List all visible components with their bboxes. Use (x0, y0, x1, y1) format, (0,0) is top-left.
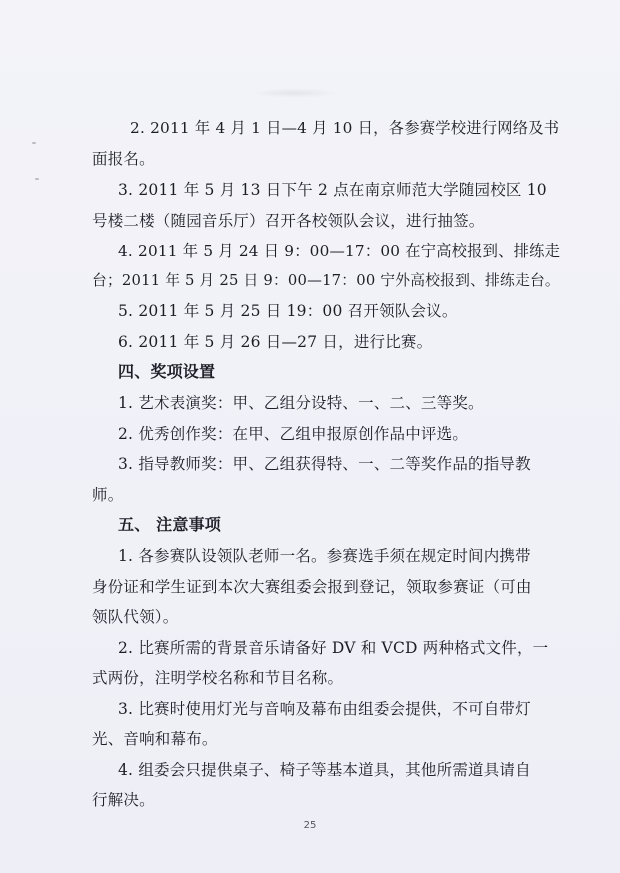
section-heading-awards: 四、奖项设置 (118, 362, 216, 381)
text-line-timeline-4-cont: 台；2011 年 5 月 25 日 9：00—17：00 宁外高校报到、排练走台。 (92, 272, 560, 289)
text-line-note-2-cont: 式两份，注明学校名称和节目名称。 (92, 669, 344, 687)
text-line-note-4-cont: 行解决。 (92, 791, 155, 809)
text-line-timeline-2: 2. 2011 年 4 月 1 日—4 月 10 日，各参赛学校进行网络及书 (130, 119, 560, 137)
text-line-note-3: 3. 比赛时使用灯光与音响及幕布由组委会提供，不可自带灯 (118, 700, 531, 718)
scan-speck (35, 178, 39, 180)
section-heading-notes: 五、 注意事项 (118, 515, 221, 534)
text-line-note-4: 4. 组委会只提供桌子、椅子等基本道具，其他所需道具请自 (118, 761, 531, 779)
text-line-timeline-5: 5. 2011 年 5 月 25 日 19：00 召开领队会议。 (118, 302, 458, 320)
text-line-note-3-cont: 光、音响和幕布。 (92, 730, 218, 748)
scan-speck (32, 142, 36, 144)
text-line-timeline-3: 3. 2011 年 5 月 13 日下午 2 点在南京师范大学随园校区 10 (118, 181, 547, 199)
page-number: 25 (303, 820, 317, 831)
text-line-note-1-cont: 领队代领）。 (92, 608, 179, 626)
text-line-timeline-2-cont: 面报名。 (92, 150, 155, 168)
text-line-timeline-3-cont: 号楼二楼（随园音乐厅）召开各校领队会议，进行抽签。 (92, 212, 485, 230)
text-line-timeline-4: 4. 2011 年 5 月 24 日 9：00—17：00 在宁高校报到、排练走 (118, 242, 561, 260)
text-line-note-2: 2. 比赛所需的背景音乐请备好 DV 和 VCD 两种格式文件，一 (118, 639, 549, 657)
text-line-award-1: 1. 艺术表演奖：甲、乙组分设特、一、二、三等奖。 (118, 394, 484, 412)
text-line-note-1-cont: 身份证和学生证到本次大赛组委会报到登记，领取参赛证（可由 (92, 578, 532, 596)
text-line-timeline-6: 6. 2011 年 5 月 26 日—27 日，进行比赛。 (118, 333, 433, 351)
text-line-award-3: 3. 指导教师奖：甲、乙组获得特、一、二等奖作品的指导教 (118, 455, 531, 473)
text-line-award-3-cont: 师。 (92, 486, 124, 504)
text-line-award-2: 2. 优秀创作奖：在甲、乙组申报原创作品中评选。 (118, 425, 469, 443)
text-line-note-1: 1. 各参赛队设领队老师一名。参赛选手须在规定时间内携带 (118, 547, 531, 565)
bleed-through-mark (250, 88, 340, 98)
